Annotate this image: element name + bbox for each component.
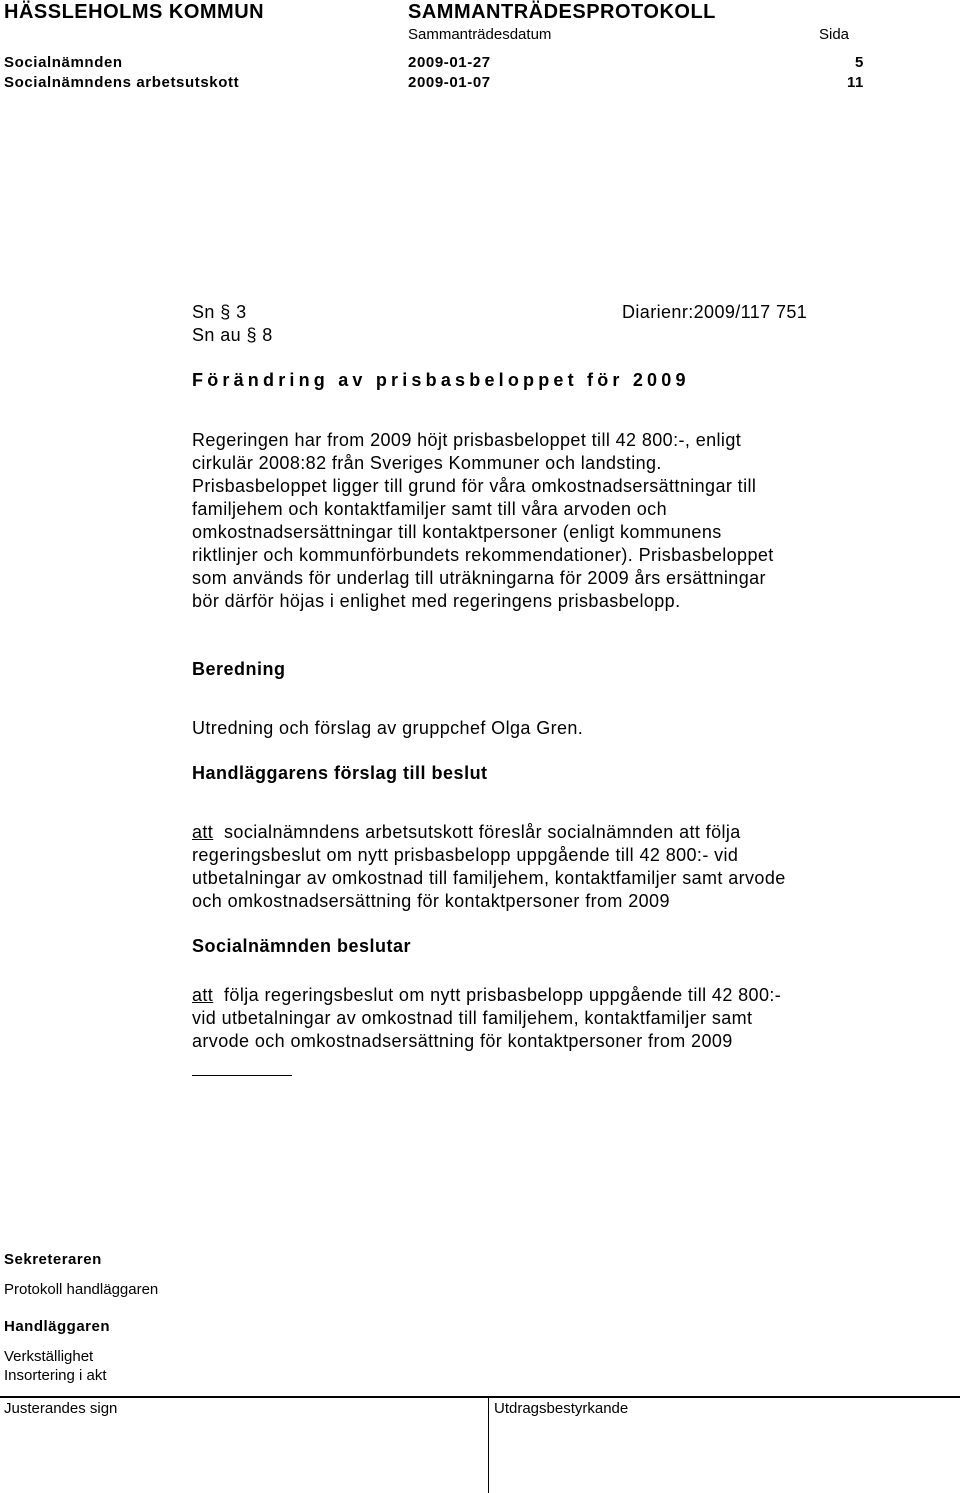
- text-line: Prisbasbeloppet ligger till grund för våra omkostnadsersättningar till: [192, 476, 757, 496]
- case-title: Förändring av prisbasbeloppet för 2009: [192, 370, 690, 390]
- document-type: SAMMANTRÄDESPROTOKOLL: [408, 1, 716, 23]
- extract-certification-label: Utdragsbestyrkande: [494, 1400, 629, 1417]
- preparation-heading: Beredning: [192, 659, 286, 679]
- proposal-heading: Handläggarens förslag till beslut: [192, 763, 488, 783]
- filing-label: Insortering i akt: [4, 1367, 107, 1384]
- section-symbol: §: [246, 325, 257, 345]
- text-line: och omkostnadsersättning för kontaktpersoner from 2009: [192, 891, 670, 911]
- decision-text: [192, 984, 912, 1053]
- text-line: följa regeringsbeslut om nytt prisbasbelopp uppgående till 42 800:-: [224, 985, 782, 1005]
- protocol-handler-label: Protokoll handläggaren: [4, 1281, 159, 1298]
- text-line: regeringsbeslut om nytt prisbasbelopp uppgående till 42 800:- vid: [192, 845, 739, 865]
- att-keyword: att: [192, 985, 214, 1005]
- section-number-sn: Sn § 3: [192, 302, 247, 322]
- page-label: Sida: [819, 26, 850, 43]
- text-line: arvode och omkostnadsersättning för kontaktpersoner from 2009: [192, 1031, 733, 1051]
- section-symbol: §: [220, 302, 231, 322]
- section-end-rule: [192, 1075, 292, 1076]
- header-meeting-date: 2009-01-07: [408, 74, 491, 91]
- adjuster-sign-label: Justerandes sign: [4, 1400, 118, 1417]
- meeting-date-label: Sammanträdesdatum: [408, 26, 552, 43]
- secretary-heading: Sekreteraren: [4, 1251, 102, 1268]
- text-line: Regeringen har from 2009 höjt prisbasbeloppet till 42 800:-, enligt: [192, 430, 742, 450]
- text-line: familjehem och kontaktfamiljer samt till våra arvoden och: [192, 499, 667, 519]
- municipality-name: HÄSSLEHOLMS KOMMUN: [4, 1, 265, 23]
- execution-label: Verkställighet: [4, 1348, 94, 1365]
- text-line: riktlinjer och kommunförbundets rekommendationer). Prisbasbeloppet: [192, 545, 774, 565]
- handler-heading: Handläggaren: [4, 1318, 111, 1335]
- text-line: cirkulär 2008:82 från Sveriges Kommuner och landsting.: [192, 453, 662, 473]
- preparation-text: Utredning och förslag av gruppchef Olga Gren.: [192, 718, 584, 738]
- decision-heading: Socialnämnden beslutar: [192, 936, 412, 956]
- background-paragraph: [192, 429, 912, 613]
- text-line: vid utbetalningar av omkostnad till familjehem, kontaktfamiljer samt: [192, 1008, 753, 1028]
- text-line: socialnämndens arbetsutskott föreslår socialnämnden att följa: [224, 822, 741, 842]
- text-line: bör därför höjas i enlighet med regeringens prisbasbelopp.: [192, 591, 681, 611]
- text-line: utbetalningar av omkostnad till familjehem, kontaktfamiljer samt arvode: [192, 868, 786, 888]
- header-page-number: 11: [846, 74, 864, 91]
- text-line: omkostnadsersättningar till kontaktpersoner (enligt kommunens: [192, 522, 722, 542]
- header-page-number: 5: [855, 54, 864, 71]
- header-body-name: Socialnämnden: [4, 54, 123, 71]
- proposal-text: [192, 821, 912, 913]
- footer-column-divider: [488, 1397, 489, 1493]
- text-line: som används för underlag till uträkningarna för 2009 års ersättningar: [192, 568, 766, 588]
- att-keyword: att: [192, 822, 214, 842]
- section-number-sn-au: Sn au § 8: [192, 325, 273, 345]
- diary-number: Diarienr:2009/117 751: [622, 302, 808, 322]
- header-body-name: Socialnämndens arbetsutskott: [4, 74, 240, 91]
- header-meeting-date: 2009-01-27: [408, 54, 491, 71]
- footer-divider: [0, 1396, 960, 1398]
